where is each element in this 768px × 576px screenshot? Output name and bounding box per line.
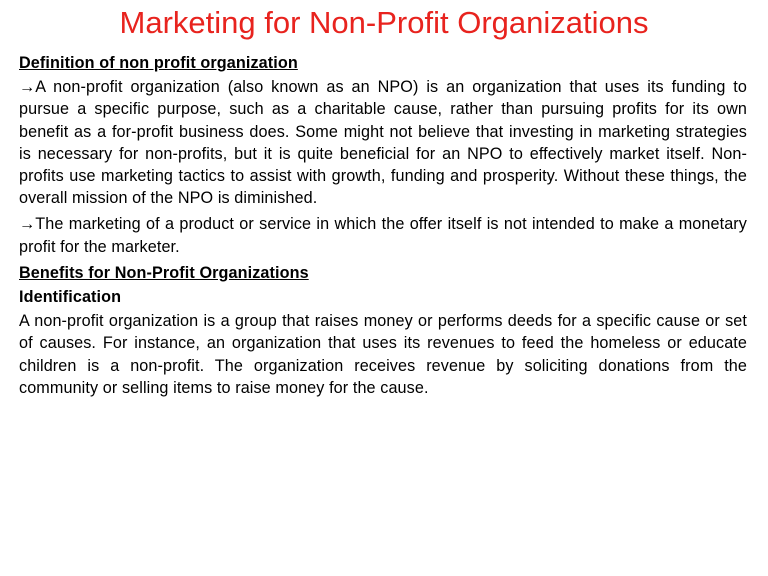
slide-content [19,52,747,403]
definition-heading: Definition of non profit organization [19,54,298,72]
definition-paragraph [19,76,747,209]
marketing-definition-paragraph [19,213,747,257]
identification-paragraph: A non-profit organization is a group that raises money or performs deeds for a specific cause or set of causes. For instance, an organization that uses its revenues to feed the homeless or educate children is a non-profit. The organization receives revenue by soliciting donations from the community or selling items to raise money for the cause. [19,312,747,397]
arrow-right-icon: → [19,215,36,234]
marketing-definition-text: The marketing of a product or service in which the offer itself is not intended to make a monetary profit for the marketer. [19,215,747,256]
identification-heading: Identification [19,288,122,307]
definition-text: A non-profit organization (also known as an NPO) is an organization that uses its funding to pursue a specific purpose, such as a charitable cause, rather than pursuing profits for its own benefit as a for-profit business does. Some might not believe that investing in marketing strategies is necessary for non-profits, but it is quite beneficial for an NPO to effectively market itself. Non-profits use marketing tactics to assist with growth, funding and prosperity. Without these things, the overall mission of the NPO is diminished. [19,78,747,208]
slide-title: Marketing for Non-Profit Organizations [119,5,649,40]
arrow-right-icon: → [19,78,36,97]
benefits-heading: Benefits for Non-Profit Organizations [19,263,309,282]
